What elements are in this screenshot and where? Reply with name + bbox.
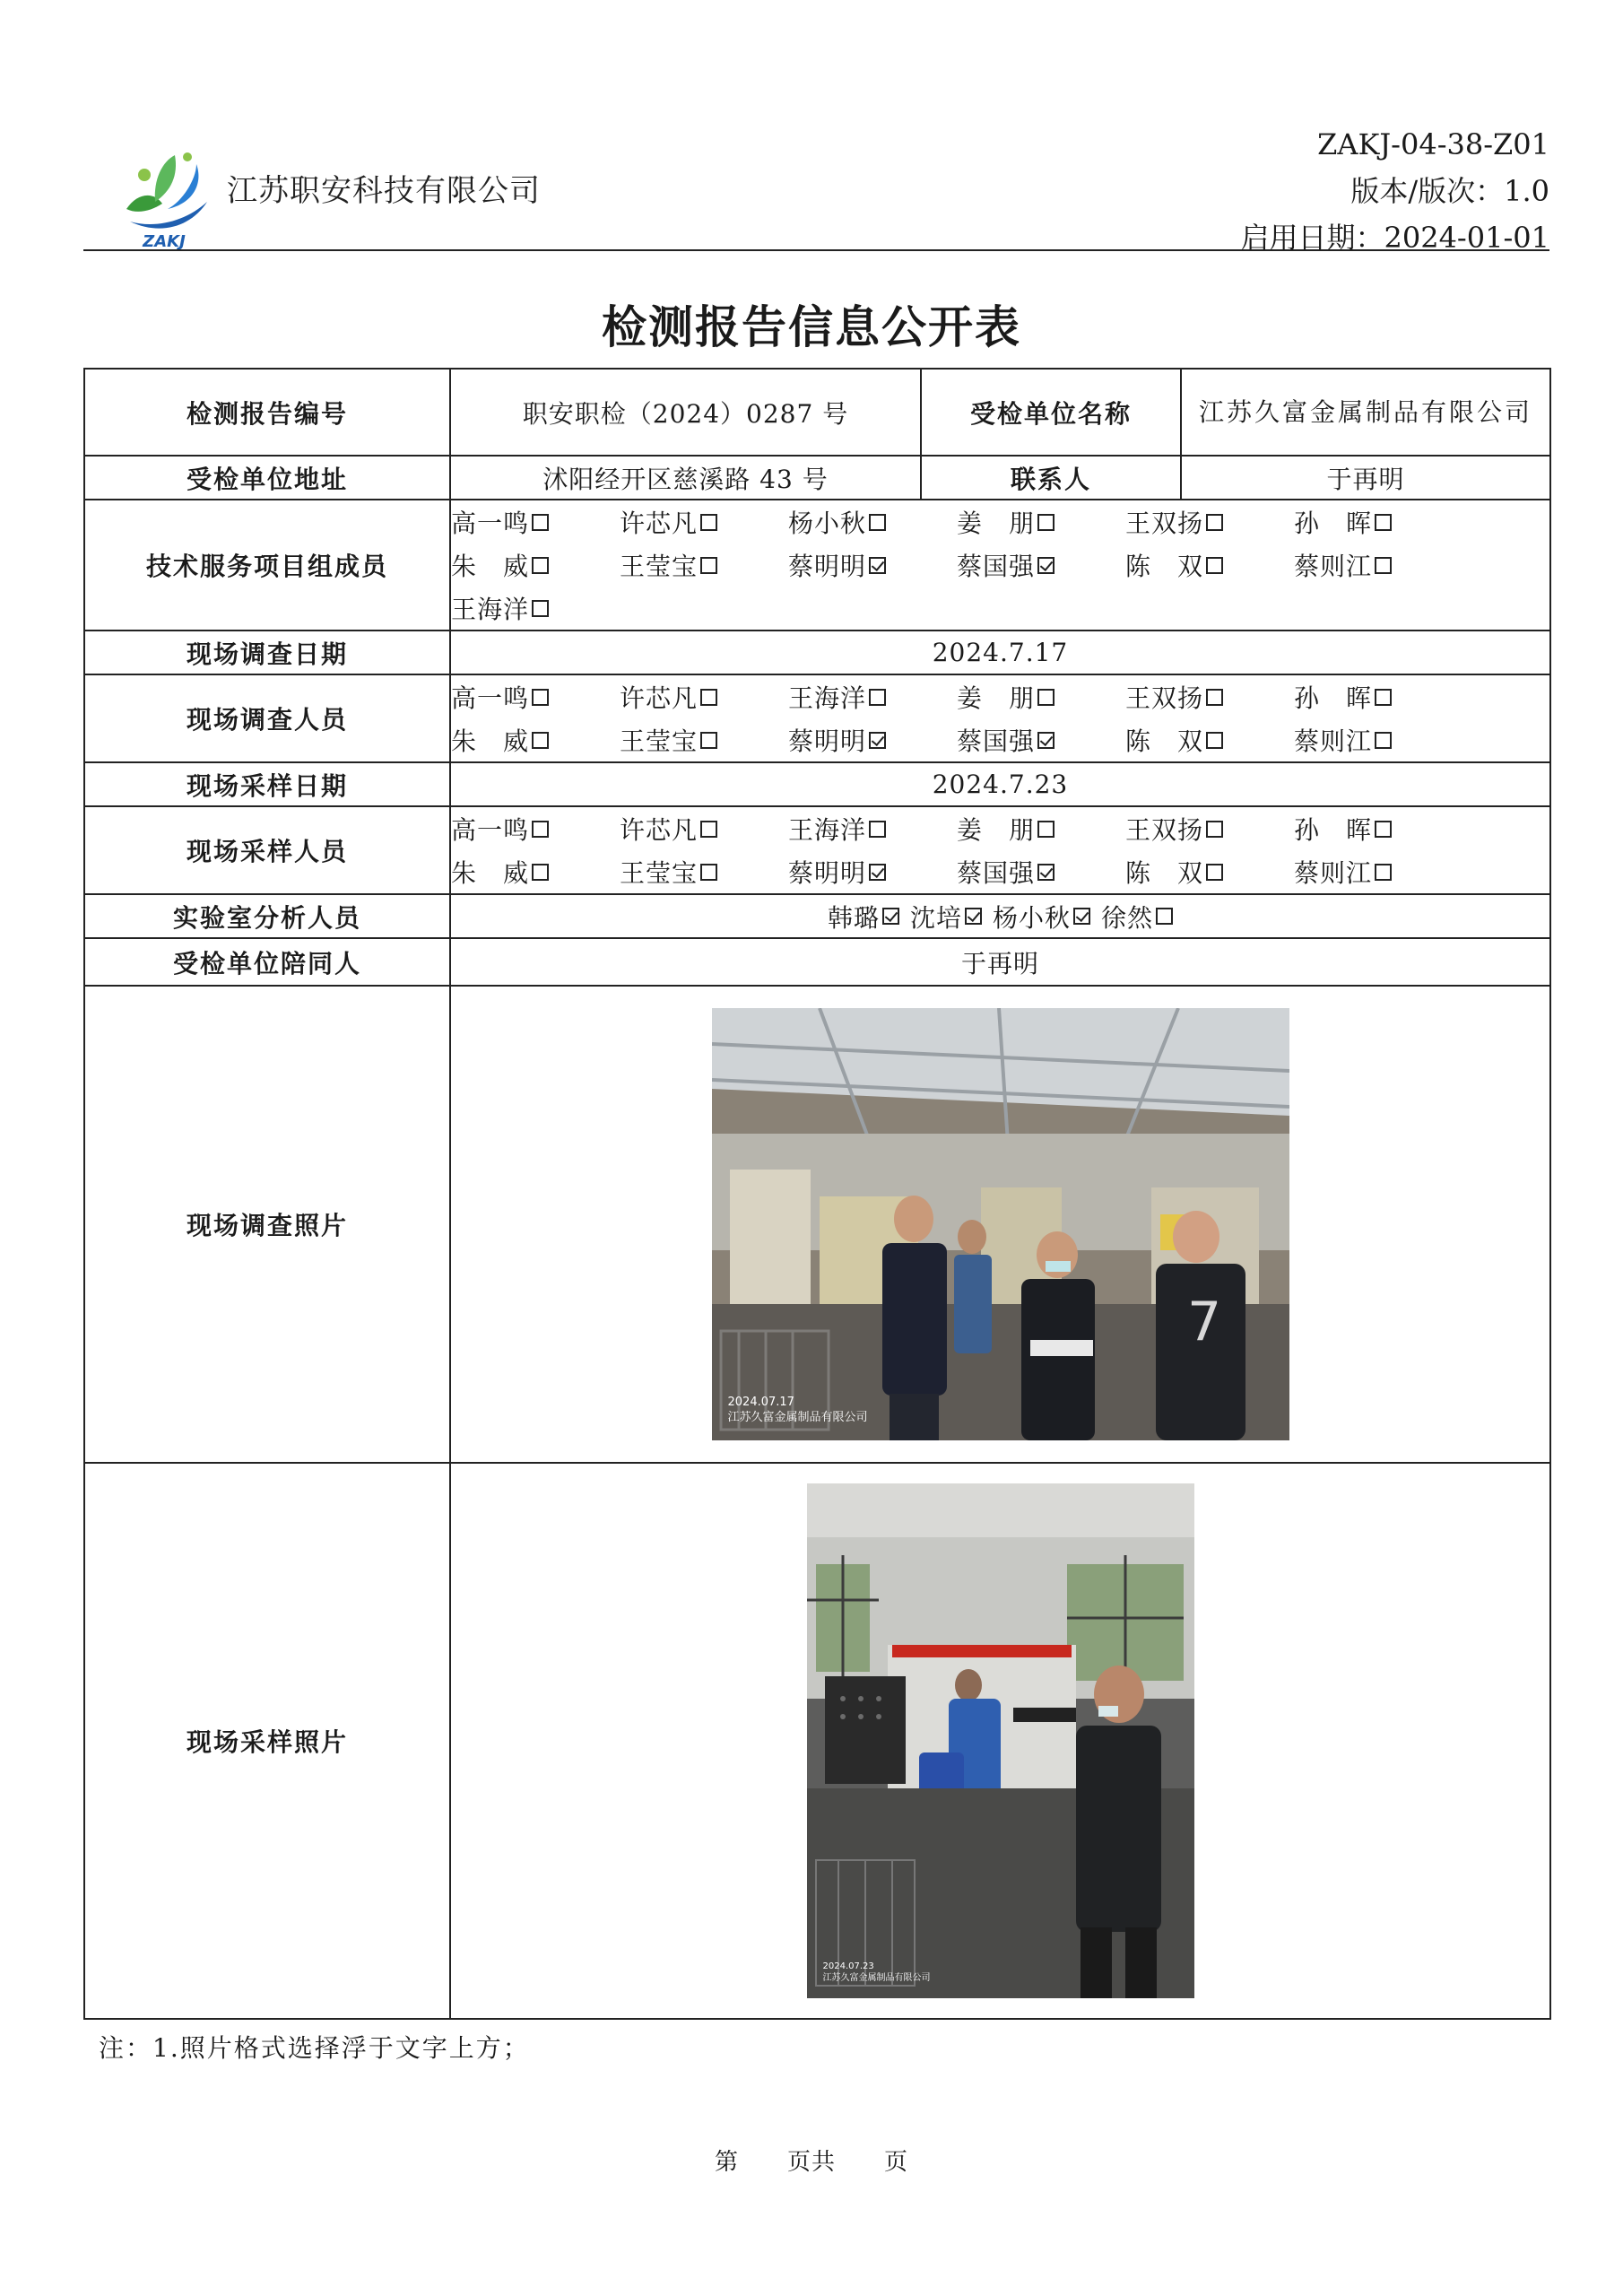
unit-name-value: 江苏久富金属制品有限公司 bbox=[1181, 369, 1550, 456]
member-name: 孙 晖 bbox=[1294, 815, 1373, 845]
address-label: 受检单位地址 bbox=[84, 456, 450, 500]
survey-photo-watermark bbox=[728, 1396, 868, 1426]
unchecked-checkbox-icon bbox=[869, 514, 886, 531]
row-survey-photo bbox=[84, 986, 1550, 1463]
row-address bbox=[84, 456, 1550, 500]
unchecked-checkbox-icon bbox=[1206, 514, 1223, 531]
survey-date-value: 2024.7.17 bbox=[450, 631, 1550, 674]
company-name: 江苏职安科技有限公司 bbox=[227, 173, 541, 209]
member-item bbox=[910, 899, 982, 935]
row-team bbox=[84, 500, 1550, 631]
member-item bbox=[451, 590, 620, 626]
unchecked-checkbox-icon bbox=[1206, 557, 1223, 574]
member-item bbox=[1125, 547, 1294, 583]
sampling-date-label: 现场采样日期 bbox=[84, 762, 450, 806]
member-name: 韩璐 bbox=[827, 902, 880, 933]
unchecked-checkbox-icon bbox=[1156, 908, 1173, 925]
member-item bbox=[1294, 854, 1462, 890]
address-value: 沭阳经开区慈溪路 43 号 bbox=[450, 456, 921, 500]
member-name: 王海洋 bbox=[788, 815, 867, 845]
sampling-photo-watermark bbox=[823, 1961, 931, 1984]
survey-date-label: 现场调查日期 bbox=[84, 631, 450, 674]
member-item bbox=[1125, 504, 1294, 540]
member-item bbox=[620, 547, 788, 583]
row-report-no bbox=[84, 369, 1550, 456]
sampling-staff-members bbox=[450, 806, 1550, 894]
checked-checkbox-icon bbox=[965, 908, 982, 925]
row-escort bbox=[84, 938, 1550, 986]
unchecked-checkbox-icon bbox=[869, 689, 886, 706]
document-meta bbox=[1240, 121, 1549, 261]
member-item bbox=[451, 854, 620, 890]
survey-staff-label: 现场调查人员 bbox=[84, 674, 450, 762]
checked-checkbox-icon bbox=[869, 557, 886, 574]
checked-checkbox-icon bbox=[1037, 732, 1055, 749]
member-item bbox=[957, 854, 1125, 890]
unchecked-checkbox-icon bbox=[1375, 689, 1392, 706]
document-version: 版本/版次：1.0 bbox=[1350, 174, 1549, 208]
footnote: 注：1.照片格式选择浮于文字上方； bbox=[99, 2033, 530, 2063]
escort-label: 受检单位陪同人 bbox=[84, 938, 450, 986]
member-item bbox=[451, 811, 620, 847]
member-item bbox=[1101, 899, 1173, 935]
document-code: ZAKJ-04-38-Z01 bbox=[1317, 127, 1549, 161]
page-title: 检测报告信息公开表 bbox=[602, 301, 1021, 353]
member-item bbox=[1294, 504, 1462, 540]
member-name: 陈 双 bbox=[1125, 726, 1204, 756]
member-name: 蔡则江 bbox=[1294, 726, 1373, 756]
member-name: 蔡则江 bbox=[1294, 552, 1373, 581]
unchecked-checkbox-icon bbox=[1375, 557, 1392, 574]
member-item bbox=[620, 854, 788, 890]
member-name: 王莹宝 bbox=[620, 552, 699, 581]
member-row bbox=[451, 544, 1549, 587]
member-item bbox=[788, 504, 957, 540]
member-item bbox=[828, 899, 899, 935]
member-item bbox=[957, 811, 1125, 847]
member-item bbox=[451, 547, 620, 583]
row-sampling-photo bbox=[84, 1463, 1550, 2019]
unchecked-checkbox-icon bbox=[700, 821, 717, 838]
member-name: 蔡国强 bbox=[957, 726, 1036, 756]
row-survey-date bbox=[84, 631, 1550, 674]
member-item bbox=[788, 722, 957, 758]
member-item bbox=[451, 504, 620, 540]
member-row bbox=[451, 587, 1549, 630]
checked-checkbox-icon bbox=[882, 908, 899, 925]
member-item bbox=[993, 899, 1090, 935]
member-name: 许芯凡 bbox=[620, 683, 699, 713]
unchecked-checkbox-icon bbox=[1206, 864, 1223, 881]
page-header bbox=[83, 117, 1549, 255]
member-name: 蔡明明 bbox=[788, 858, 867, 888]
survey-photo-place: 江苏久富金属制品有限公司 bbox=[727, 1411, 868, 1425]
member-row bbox=[451, 850, 1549, 893]
member-item bbox=[788, 854, 957, 890]
member-item bbox=[1294, 547, 1462, 583]
member-name: 朱 威 bbox=[451, 858, 530, 888]
member-item bbox=[451, 722, 620, 758]
member-name: 许芯凡 bbox=[620, 815, 699, 845]
unchecked-checkbox-icon bbox=[700, 732, 717, 749]
member-item bbox=[957, 504, 1125, 540]
company-logo-icon bbox=[110, 139, 218, 251]
survey-staff-members bbox=[450, 674, 1550, 762]
unchecked-checkbox-icon bbox=[700, 689, 717, 706]
row-survey-staff bbox=[84, 674, 1550, 762]
escort-value: 于再明 bbox=[450, 938, 1550, 986]
unchecked-checkbox-icon bbox=[869, 821, 886, 838]
sampling-photo-image bbox=[807, 1483, 1194, 1998]
member-name: 蔡国强 bbox=[957, 552, 1036, 581]
member-item bbox=[1125, 854, 1294, 890]
unchecked-checkbox-icon bbox=[1375, 864, 1392, 881]
team-label: 技术服务项目组成员 bbox=[84, 500, 450, 631]
checked-checkbox-icon bbox=[1037, 864, 1055, 881]
unchecked-checkbox-icon bbox=[532, 732, 549, 749]
member-row bbox=[451, 675, 1549, 718]
unchecked-checkbox-icon bbox=[1375, 732, 1392, 749]
team-members bbox=[450, 500, 1550, 631]
member-name: 王海洋 bbox=[451, 595, 530, 624]
member-item bbox=[1125, 679, 1294, 715]
member-item bbox=[1294, 811, 1462, 847]
unchecked-checkbox-icon bbox=[1206, 732, 1223, 749]
unchecked-checkbox-icon bbox=[1037, 514, 1055, 531]
member-name: 许芯凡 bbox=[620, 509, 699, 538]
sampling-photo-place: 江苏久富金属制品有限公司 bbox=[822, 1973, 931, 1983]
member-item bbox=[788, 547, 957, 583]
svg-text:7: 7 bbox=[1186, 1291, 1221, 1353]
contact-label: 联系人 bbox=[921, 456, 1181, 500]
info-table bbox=[83, 368, 1551, 2020]
member-item bbox=[957, 547, 1125, 583]
unchecked-checkbox-icon bbox=[1037, 689, 1055, 706]
page-number-footer: 第 页共 页 bbox=[714, 2149, 908, 2176]
row-lab-staff bbox=[84, 894, 1550, 938]
sampling-photo-date: 2024.07.23 bbox=[822, 1961, 874, 1971]
member-name: 王双扬 bbox=[1125, 683, 1204, 713]
sampling-photo-cell bbox=[450, 1463, 1550, 2019]
checked-checkbox-icon bbox=[869, 864, 886, 881]
member-name: 高一鸣 bbox=[451, 509, 530, 538]
checked-checkbox-icon bbox=[1073, 908, 1090, 925]
member-name: 徐然 bbox=[1101, 902, 1154, 933]
member-name: 沈培 bbox=[909, 902, 962, 933]
member-item bbox=[788, 679, 957, 715]
member-name: 孙 晖 bbox=[1294, 683, 1373, 713]
unchecked-checkbox-icon bbox=[532, 821, 549, 838]
member-name: 高一鸣 bbox=[451, 683, 530, 713]
unit-name-label: 受检单位名称 bbox=[921, 369, 1181, 456]
survey-photo-date: 2024.07.17 bbox=[727, 1396, 794, 1410]
unchecked-checkbox-icon bbox=[700, 514, 717, 531]
member-name: 陈 双 bbox=[1125, 858, 1204, 888]
unchecked-checkbox-icon bbox=[532, 600, 549, 617]
unchecked-checkbox-icon bbox=[532, 557, 549, 574]
unchecked-checkbox-icon bbox=[532, 864, 549, 881]
checked-checkbox-icon bbox=[869, 732, 886, 749]
member-name: 高一鸣 bbox=[451, 815, 530, 845]
lab-staff-members bbox=[450, 894, 1550, 938]
member-item bbox=[620, 722, 788, 758]
member-row bbox=[451, 718, 1549, 761]
member-name: 王莹宝 bbox=[620, 726, 699, 756]
sampling-date-value: 2024.7.23 bbox=[450, 762, 1550, 806]
member-name: 王双扬 bbox=[1125, 509, 1204, 538]
contact-value: 于再明 bbox=[1181, 456, 1550, 500]
member-name: 朱 威 bbox=[451, 726, 530, 756]
member-name: 孙 晖 bbox=[1294, 509, 1373, 538]
member-item bbox=[957, 722, 1125, 758]
member-item bbox=[957, 679, 1125, 715]
member-name: 王双扬 bbox=[1125, 815, 1204, 845]
logo-text: ZAKJ bbox=[143, 232, 186, 251]
member-item bbox=[1294, 722, 1462, 758]
member-row bbox=[451, 807, 1549, 850]
member-item bbox=[1125, 722, 1294, 758]
unchecked-checkbox-icon bbox=[1206, 821, 1223, 838]
unchecked-checkbox-icon bbox=[1206, 689, 1223, 706]
member-item bbox=[788, 811, 957, 847]
unchecked-checkbox-icon bbox=[1375, 514, 1392, 531]
member-name: 杨小秋 bbox=[993, 902, 1072, 933]
row-sampling-date bbox=[84, 762, 1550, 806]
unchecked-checkbox-icon bbox=[1037, 821, 1055, 838]
unchecked-checkbox-icon bbox=[700, 864, 717, 881]
header-divider bbox=[83, 249, 1549, 251]
sampling-staff-label: 现场采样人员 bbox=[84, 806, 450, 894]
lab-staff-list bbox=[451, 899, 1549, 935]
member-name: 姜 朋 bbox=[957, 815, 1036, 845]
member-name: 蔡国强 bbox=[957, 858, 1036, 888]
survey-photo-image bbox=[712, 1008, 1289, 1440]
lab-staff-label: 实验室分析人员 bbox=[84, 894, 450, 938]
unchecked-checkbox-icon bbox=[700, 557, 717, 574]
member-name: 蔡则江 bbox=[1294, 858, 1373, 888]
member-item bbox=[1125, 811, 1294, 847]
unchecked-checkbox-icon bbox=[532, 514, 549, 531]
unchecked-checkbox-icon bbox=[1375, 821, 1392, 838]
report-no-value: 职安职检（2024）0287 号 bbox=[450, 369, 921, 456]
member-name: 姜 朋 bbox=[957, 683, 1036, 713]
member-row bbox=[451, 500, 1549, 544]
report-no-label: 检测报告编号 bbox=[84, 369, 450, 456]
member-name: 杨小秋 bbox=[788, 509, 867, 538]
unchecked-checkbox-icon bbox=[532, 689, 549, 706]
member-name: 蔡明明 bbox=[788, 726, 867, 756]
member-name: 姜 朋 bbox=[957, 509, 1036, 538]
survey-photo bbox=[712, 1008, 1289, 1440]
member-item bbox=[1294, 679, 1462, 715]
row-sampling-staff bbox=[84, 806, 1550, 894]
member-item bbox=[620, 679, 788, 715]
member-item bbox=[451, 679, 620, 715]
member-name: 陈 双 bbox=[1125, 552, 1204, 581]
effective-date: 启用日期：2024-01-01 bbox=[1240, 221, 1549, 255]
member-name: 蔡明明 bbox=[788, 552, 867, 581]
member-name: 王莹宝 bbox=[620, 858, 699, 888]
member-item bbox=[620, 811, 788, 847]
survey-photo-label: 现场调查照片 bbox=[84, 986, 450, 1463]
sampling-photo bbox=[807, 1483, 1194, 1998]
checked-checkbox-icon bbox=[1037, 557, 1055, 574]
survey-photo-cell bbox=[450, 986, 1550, 1463]
sampling-photo-label: 现场采样照片 bbox=[84, 1463, 450, 2019]
member-name: 朱 威 bbox=[451, 552, 530, 581]
member-item bbox=[620, 504, 788, 540]
member-name: 王海洋 bbox=[788, 683, 867, 713]
